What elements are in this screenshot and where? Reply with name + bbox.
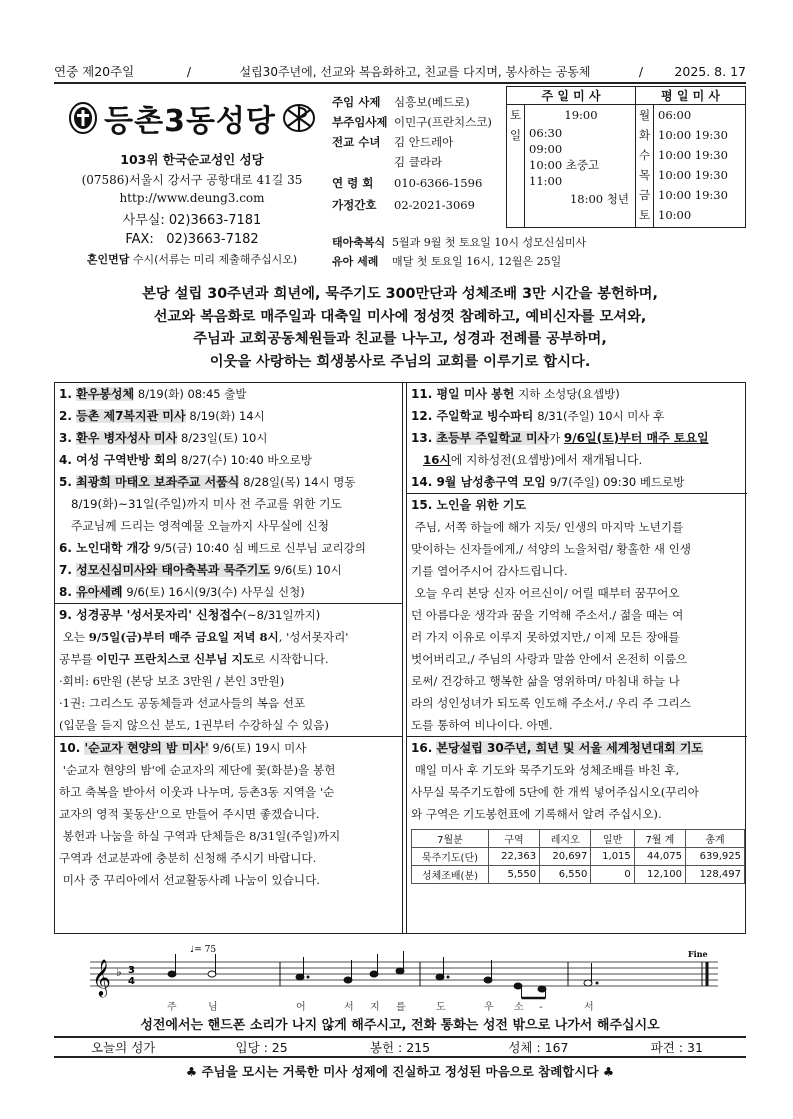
notice-detail: (~8/31일까지) [242, 608, 321, 622]
day-label: 토 [509, 108, 522, 122]
office-label: 사무실: [122, 213, 165, 228]
notice-text: 8/19(화)~31일(주일)까지 미사 전 주교를 위한 기도 [71, 497, 342, 511]
mass-time: 09:00 [529, 142, 563, 156]
hymn-recessional: 파견 : 31 [650, 1040, 703, 1055]
sunday-mass-title: 주 일 미 사 [507, 87, 636, 104]
table-row [412, 848, 745, 866]
staff-name: 이민구(프란치스코) [394, 115, 492, 129]
lyric-syllable: 지 [370, 1002, 380, 1013]
parish-motto: 설립30주년에, 선교와 복음화하고, 친교를 다지며, 봉사하는 공동체 [239, 64, 591, 79]
staff-role: 부주임사제 [332, 115, 388, 129]
prayer-line: 기를 열어주시어 감사드립니다. [411, 564, 568, 578]
lyric-syllable: 서 [584, 1002, 594, 1013]
table-header: 일반 [591, 830, 634, 848]
note-label: 태아축복식 [332, 235, 386, 249]
notice-item: 6. 노인대학 개강 9/5(금) 10:40 심 베드로 신부님 교리강의 [59, 541, 366, 555]
table-cell: 성체조배(분) [412, 866, 489, 884]
hymn-communion: 성체 : 167 [508, 1040, 569, 1055]
notice-item: 7. 성모신심미사와 태아축복과 묵주기도 9/6(토) 10시 [59, 563, 342, 577]
notice-detail: 9/6일(토)부터 매주 토요일 [563, 431, 709, 445]
tempo-mark: ♩= 75 [190, 945, 217, 955]
note-label: 유아 세례 [332, 254, 379, 268]
lyric-syllable: 주 [167, 1002, 177, 1013]
notice-fee: ·회비: 6만원 (본당 보조 3만원 / 본인 3만원) [59, 674, 285, 688]
time-signature: 4 [128, 976, 135, 987]
notice-paragraph: '순교자 현양의 밤'에 순교자의 제단에 꽃(화분)을 봉헌 [62, 763, 336, 777]
notice-paragraph: 미사 중 꾸리아에서 선교활동사례 나눔이 있습니다. [62, 873, 320, 887]
notice-title: 성경공부 '성서못자리' 신청접수 [76, 608, 243, 622]
notice-item: 10. '순교자 현양의 밤 미사' 9/6(토) 19시 미사 [59, 741, 307, 755]
day-label: 금 [638, 188, 651, 202]
mass-time: 06:30 [529, 126, 563, 140]
notice-title: 노인대학 개강 [76, 541, 150, 555]
notice-detail: 9/6(토) 19시 미사 [212, 741, 307, 755]
marriage-text: 수시(서류는 미리 제출해주십시오) [132, 253, 298, 266]
day-label: 일 [509, 128, 522, 142]
staff-row [332, 152, 504, 172]
notice-title: 환우 병자성사 미사 [76, 431, 178, 445]
table-header: 레지오 [540, 830, 591, 848]
table-header: 총계 [686, 830, 745, 848]
office-phone: 02)3663-7181 [168, 213, 262, 228]
staff-row [332, 194, 504, 216]
notice-book: ·1권: 그리스도 공동체들과 선교사들의 복음 선포 [59, 696, 306, 710]
notice-item: 9. 성경공부 '성서못자리' 신청접수(~8/31일까지) [59, 608, 321, 622]
staff-role: 전교 수녀 [332, 135, 381, 149]
table-cell: 639,925 [686, 848, 745, 866]
hymn-title: 오늘의 성가 [91, 1040, 156, 1055]
phone-notice: 성전에서는 핸드폰 소리가 나지 않게 해주시고, 전화 통화는 성전 밖으로 나가서 해주십시오 [140, 1018, 660, 1033]
notice-detail: 9/6(토) 10시 [273, 563, 342, 577]
notice-title: 평일 미사 봉헌 [436, 387, 515, 401]
music-score [90, 944, 720, 1014]
notice-title: 여성 구역반방 회의 [76, 453, 178, 467]
liturgical-week: 연중 제20주일 [54, 64, 135, 79]
staff-row [332, 112, 504, 132]
parish-resolution [54, 283, 746, 373]
resolution-line: 본당 설립 30주년과 희년에, 묵주기도 300만단과 성체조배 3만 시간을 봉헌하며, [142, 286, 658, 302]
staff-row [332, 132, 504, 152]
parish-website[interactable]: http://www.deung3.com [119, 191, 265, 205]
prayer-line: 러 가지 이유로 이루지 못하였지만,/ 이제 모든 장애를 [411, 630, 680, 644]
notice-detail: 8/23일(토) 10시 [181, 431, 268, 445]
notice-title: 유아세례 [76, 585, 123, 599]
mass-time: 10:00 19:30 [658, 188, 728, 202]
prayer-line: 라의 성인성녀가 되도록 인도해 주소서./ 우리 주 그리스 [411, 696, 691, 710]
notice-title: 등촌 제7복지관 미사 [76, 409, 186, 423]
lyric-syllable: - [539, 1002, 543, 1013]
prayer-line: 도를 통하여 비나이다. 아멘. [411, 718, 553, 732]
notice-detail: 지하 소성당(요셉방) [518, 387, 620, 401]
notice-paragraph: 사무실 묵주기도함에 5단에 한 개씩 넣어주십시오(꾸리아 [411, 785, 699, 799]
treble-clef-icon: 𝄞 [92, 958, 111, 996]
notice-item: 3. 환우 병자성사 미사 8/23일(토) 10시 [59, 431, 268, 445]
table-cell: 6,550 [540, 866, 591, 884]
hymn-bar [54, 1036, 746, 1058]
staff-role: 가정간호 [332, 198, 377, 212]
notice-item: 13. 초등부 주일학교 미사가 9/6일(토)부터 매주 토요일 [411, 431, 709, 445]
notice-item: 8. 유아세례 9/6(토) 16시(9/3(수) 사무실 신청) [59, 585, 305, 599]
bulletin-date: 2025. 8. 17 [674, 63, 746, 79]
fax-label: FAX: [125, 232, 154, 247]
notice-detail: 8/19(화) 14시 [189, 409, 265, 423]
notice-title: 9월 남성총구역 모임 [436, 475, 546, 489]
table-cell: 44,075 [634, 848, 685, 866]
prayer-stats-table [411, 829, 745, 884]
note-text: 매달 첫 토요일 16시, 12월은 25일 [392, 254, 562, 268]
staff-name: 심흥보(베드로) [394, 95, 470, 109]
notice-paragraph: 공부를 이민구 프란치스코 신부님 지도로 시작합니다. [59, 652, 329, 666]
notice-paragraph: 와 구역은 기도봉헌표에 기록해서 알려 주십시오). [411, 807, 662, 821]
notices-left-column [55, 383, 403, 933]
notice-text: 주교님께 드리는 영적예물 오늘까지 사무실에 신청 [71, 519, 330, 533]
notice-text: 16시에 지하성전(요셉방)에서 재개됩니다. [423, 453, 643, 467]
notes [168, 951, 707, 998]
notice-title: 환우봉성체 [76, 387, 135, 401]
mass-time: 10:00 [658, 208, 692, 222]
parish-dedication: 103위 한국순교성인 성당 [120, 152, 264, 167]
lyric-syllable: 를 [396, 1002, 406, 1013]
table-header: 7월 계 [634, 830, 685, 848]
lyric-syllable: 도 [436, 1002, 446, 1013]
notice-title: 주일학교 빙수파티 [436, 409, 534, 423]
notice-title: 성모신심미사와 태아축복과 묵주기도 [76, 563, 270, 577]
table-row [412, 866, 745, 884]
notices-box [54, 382, 746, 934]
mass-schedule-table [506, 86, 746, 228]
notice-detail: 8/31(주일) 10시 미사 후 [537, 409, 665, 423]
day-label: 수 [638, 148, 651, 162]
chi-rho-icon [282, 103, 316, 133]
sunday-mass-column [507, 105, 636, 227]
table-cell: 20,697 [540, 848, 591, 866]
resolution-line: 이웃을 사랑하는 희생봉사로 주님의 교회를 이루기로 합시다. [209, 353, 591, 370]
notice-item: 4. 여성 구역반방 회의 8/27(수) 10:40 바오로방 [59, 453, 312, 467]
prayer-line: 주님, 서쪽 하늘에 해가 지듯/ 인생의 마지막 노년기를 [414, 520, 684, 534]
marriage-consult [54, 251, 330, 267]
mass-time: 19:00 [564, 108, 598, 122]
table-header: 구역 [488, 830, 539, 848]
staff-name: 010-6366-1596 [394, 176, 483, 190]
parish-emblem-icon [68, 101, 98, 135]
notice-item: 5. 최광희 마태오 보좌주교 서품식 8/28일(목) 14시 명동 [59, 475, 356, 489]
notice-detail: 9/7(주일) 09:30 베드로방 [549, 475, 685, 489]
day-label: 화 [638, 128, 651, 142]
fine-mark: Fine [688, 949, 708, 959]
mass-time: 06:00 [658, 108, 692, 122]
notice-detail: 9/6(토) 16시(9/3(수) 사무실 신청) [126, 585, 305, 599]
notice-paragraph: 교자의 영적 꽃동산'으로 만들어 주시면 좋겠습니다. [59, 807, 320, 821]
mass-time: 11:00 [529, 174, 563, 188]
top-bar [54, 60, 746, 84]
table-header-row [412, 830, 745, 848]
separator: / [638, 63, 644, 79]
mass-time: 10:00 19:30 [658, 148, 728, 162]
table-cell: 22,363 [488, 848, 539, 866]
lyric-syllable: 우 [484, 1002, 494, 1013]
day-label: 토 [638, 208, 651, 222]
notice-detail: 8/19(화) 08:45 출발 [137, 387, 247, 401]
fax-line [54, 232, 330, 247]
parish-address: (07586)서울시 강서구 공항대로 41길 35 [81, 173, 303, 187]
flat-sign-icon: ♭ [116, 965, 122, 979]
notice-paragraph: 봉헌과 나눔을 하실 구역과 단체들은 8/31일(주일)까지 [62, 829, 341, 843]
prayer-line: 벗어버리고,/ 주님의 사랑과 말씀 안에서 온전히 이룸으 [411, 652, 688, 666]
staff-name: 02-2021-3069 [394, 198, 475, 212]
parish-header [54, 90, 330, 270]
mass-time: 10:00 19:30 [658, 128, 728, 142]
notice-detail: 8/27(수) 10:40 바오로방 [181, 453, 312, 467]
lyric-syllable: 어 [296, 1002, 306, 1013]
hymn-offertory: 봉헌 : 215 [369, 1040, 431, 1055]
notice-item: 14. 9월 남성총구역 모임 9/7(주일) 09:30 베드로방 [411, 475, 685, 489]
prayer-line: 로써/ 건강하고 행복한 삶을 영위하며/ 마침내 하늘 나 [411, 674, 680, 688]
lyric-syllable: 서 [344, 1002, 354, 1013]
notice-detail: 8/28일(목) 14시 명동 [243, 475, 356, 489]
staff-row [332, 172, 504, 194]
notice-item: 1. 환우봉성체 8/19(화) 08:45 출발 [59, 387, 247, 401]
notice-item: 2. 등촌 제7복지관 미사 8/19(화) 14시 [59, 409, 265, 423]
notice-paragraph: 하고 축복을 받아서 이웃과 나누며, 등촌3동 지역을 '순 [59, 785, 335, 799]
mass-time: 18:00 청년 [569, 192, 629, 206]
lyric-syllable: 소 [514, 1002, 524, 1013]
notice-title: 본당설립 30주년, 희년 및 서울 세계청년대회 기도 [436, 741, 704, 755]
prayer-line: 오늘 우리 본당 신자 어르신이/ 어릴 때부터 꿈꾸어오 [414, 586, 680, 600]
separator: / [186, 63, 192, 79]
staff-role: 연 령 회 [332, 176, 374, 190]
note-row [332, 232, 746, 251]
notice-title: 초등부 주일학교 미사 [436, 431, 550, 445]
weekday-mass-column [636, 105, 745, 227]
notice-title: 노인을 위한 기도 [436, 498, 526, 512]
staff-list [332, 92, 504, 216]
staff-name: 김 안드레아 [394, 135, 454, 149]
resolution-line: 주님과 교회공동체원들과 친교를 나누고, 성경과 전례를 공부하며, [193, 331, 607, 347]
notice-item: 12. 주일학교 빙수파티 8/31(주일) 10시 미사 후 [411, 409, 665, 423]
notice-paragraph: 오는 9/5일(금)부터 매주 금요일 저녁 8시, '성서못자리' [62, 630, 349, 644]
hymn-entrance: 입당 : 25 [235, 1040, 288, 1055]
table-cell: 0 [591, 866, 634, 884]
notice-paragraph: 매일 미사 후 기도와 묵주기도와 성체조배를 바친 후, [414, 763, 680, 777]
staff-name: 김 클라라 [394, 155, 443, 169]
table-cell: 128,497 [686, 866, 745, 884]
mass-time: 10:00 19:30 [658, 168, 728, 182]
fax-number: 02)3663-7182 [166, 232, 259, 247]
office-phone-line [54, 209, 330, 228]
resolution-line: 선교와 복음화로 매주일과 대축일 미사에 정성껏 참례하고, 예비신자를 모셔와, [153, 308, 647, 325]
table-cell: 12,100 [634, 866, 685, 884]
table-cell: 묵주기도(단) [412, 848, 489, 866]
day-label: 월 [638, 108, 651, 122]
lyric-syllable: 님 [208, 1002, 218, 1013]
footer-exhortation: ♣ 주님을 모시는 거룩한 미사 성제에 진실하고 정성된 마음으로 참례합시다 ♣ [185, 1064, 615, 1079]
table-cell: 5,550 [488, 866, 539, 884]
notice-note: (입문을 듣지 않으신 분도, 1권부터 수강하실 수 있음) [59, 718, 329, 732]
sacrament-notes [332, 232, 746, 270]
marriage-label: 혼인면담 [86, 253, 130, 266]
weekday-mass-title: 평 일 미 사 [661, 89, 720, 103]
notice-title: '순교자 현양의 밤 미사' [84, 741, 209, 755]
staff-role: 주임 사제 [332, 95, 381, 109]
table-header: 7월분 [412, 830, 489, 848]
notice-item: 11. 평일 미사 봉헌 지하 소성당(요셉방) [411, 387, 620, 401]
table-cell: 1,015 [591, 848, 634, 866]
notice-detail: 9/5(금) 10:40 심 베드로 신부님 교리강의 [153, 541, 366, 555]
prayer-line: 던 아름다운 생각과 꿈을 기억해 주소서./ 젊을 때는 여 [411, 608, 684, 622]
note-text: 5월과 9월 첫 토요일 10시 성모신심미사 [392, 235, 587, 249]
notices-right-column [406, 383, 747, 933]
notice-paragraph: 구역과 선교분과에 충분히 신청해 주시기 바랍니다. [59, 851, 317, 865]
mass-time: 10:00 초중고 [529, 158, 600, 172]
staff-row [332, 92, 504, 112]
notice-item: 15. 노인을 위한 기도 [411, 498, 526, 512]
prayer-line: 맞이하는 신자들에게,/ 석양의 노을처럼/ 황홀한 새 인생 [411, 542, 692, 556]
day-label: 목 [638, 168, 651, 182]
notice-title: 최광희 마태오 보좌주교 서품식 [76, 475, 240, 489]
time-signature: 3 [128, 965, 135, 976]
parish-name: 등촌3동성당 [104, 104, 276, 139]
note-row [332, 251, 746, 270]
notice-item: 16. 본당설립 30주년, 희년 및 서울 세계청년대회 기도 [411, 741, 704, 755]
